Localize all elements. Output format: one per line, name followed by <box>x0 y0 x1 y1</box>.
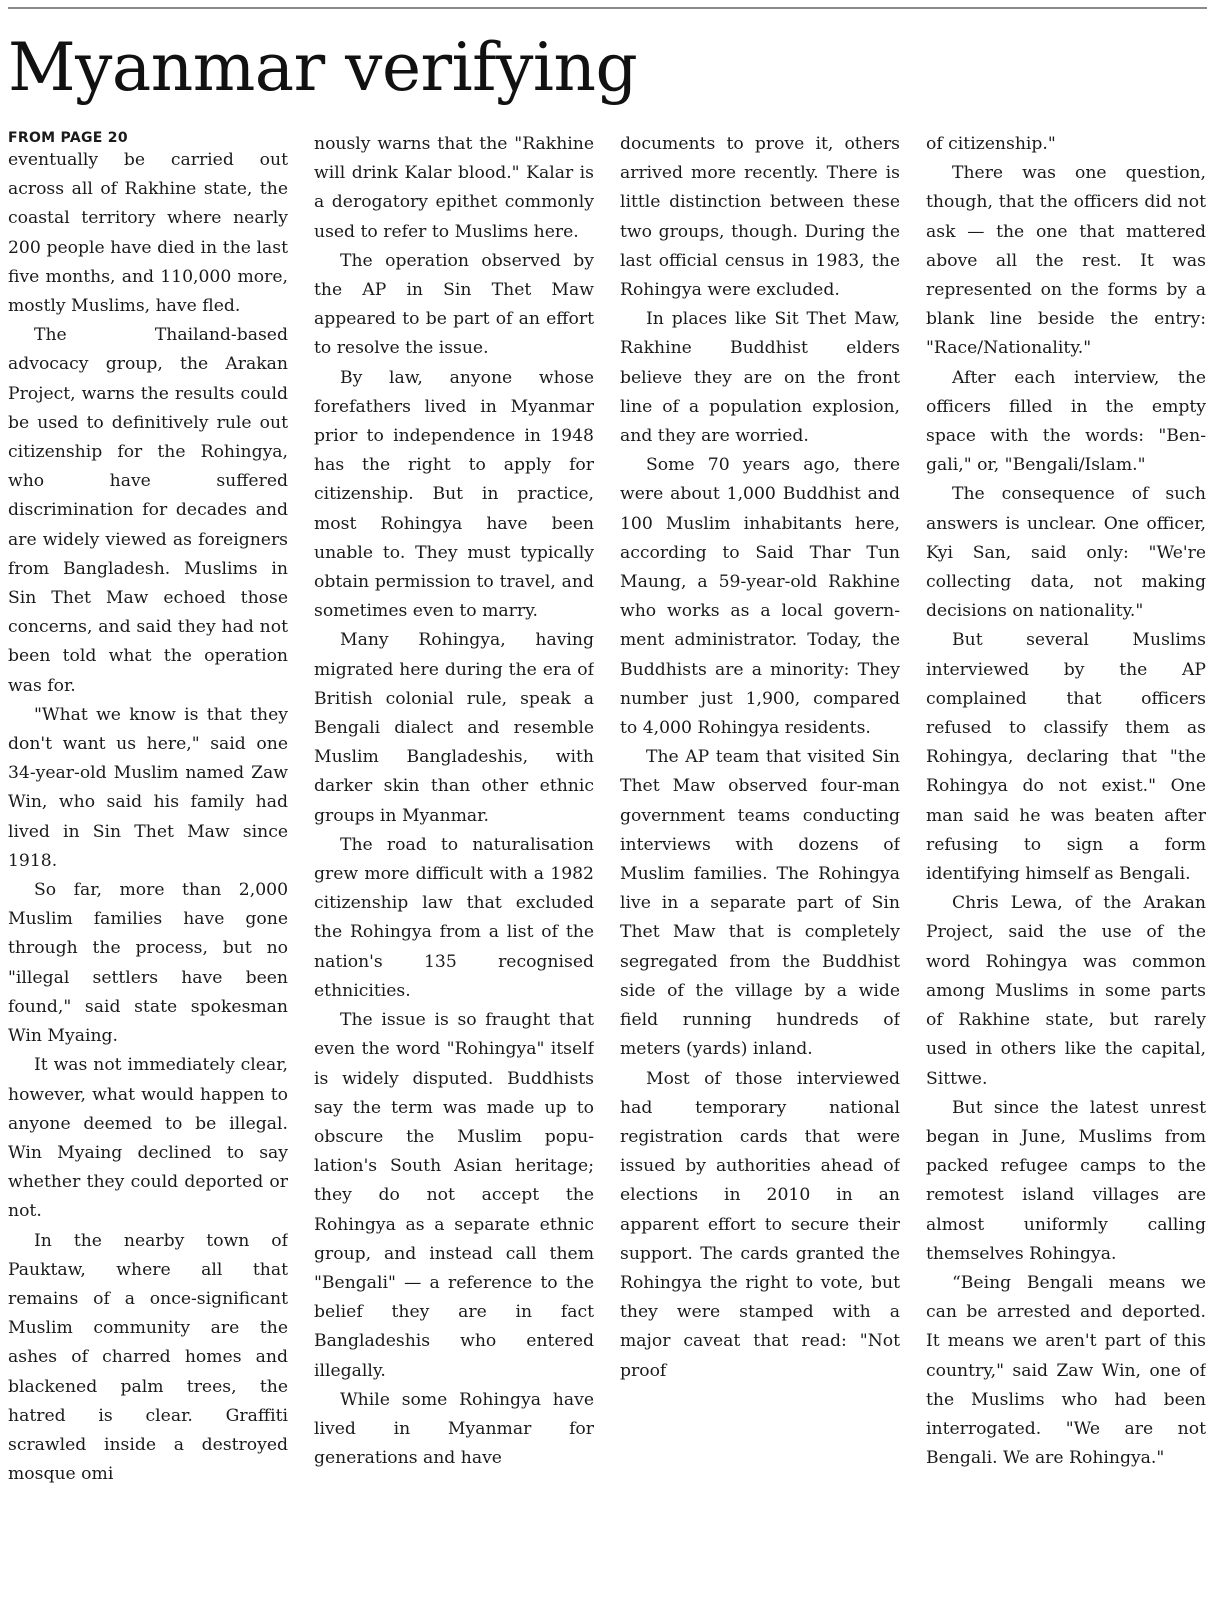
paragraph: The Thailand-based advocacy group, the Arakan Project, warns the results could be used to definitively rule out citizenship for the Rohingya, who have suffered discrimination for decades and are widely viewed as foreigners from Bangladesh. Muslims in Sin Thet Maw echoed those concerns, and said they had not been told what the operation was for. <box>8 325 288 696</box>
paragraph: While some Rohingya have lived in Myanmar for generations and have <box>314 1389 594 1469</box>
paragraph: The operation observed by the AP in Sin Thet Maw appeared to be part of an effort to resolve the issue. <box>314 250 594 359</box>
paragraph: So far, more than 2,000 Muslim families have gone through the process, but no "illegal settlers have been found," said state spokesman Win Myaing. <box>8 880 288 1047</box>
paragraph: But since the latest unrest began in June, Muslims from packed refugee camps to the remotest island villages are almost uniformly calling themselves Rohingya. <box>926 1097 1206 1264</box>
paragraph: But several Muslims interviewed by the AP complained that officers refused to classify them as Rohingya, declaring that "the Rohingya do not exist." One man said he was beaten after refusing to sign a form identifying himself as Bengali. <box>926 630 1206 885</box>
paragraph: The consequence of such answers is unclear. One officer, Kyi San, said only: "We're collecting data, not making decisions on nationality." <box>926 484 1206 622</box>
paragraph: Most of those interviewed had temporary national registration cards that were issued by authorities ahead of elections in 2010 in an apparent effort to secure their support. The cards granted the Rohingya the right to vote, but they were stamped with a major caveat that read: "Not proof <box>620 1068 900 1381</box>
paragraph: of citizenship." <box>926 134 1056 154</box>
paragraph: After each interview, the officers filled in the empty space with the words: "Bengali," or, "Bengali/Islam." <box>926 367 1206 476</box>
paragraph: The road to naturalisation grew more difficult with a 1982 citizenship law that excluded the Rohingya from a list of the nation's 135 recognised ethnicities. <box>314 834 594 1001</box>
paragraph: "What we know is that they don't want us here," said one 34-year-old Muslim named Zaw Win, who said his family had lived in Sin Thet Maw since 1918. <box>8 704 288 871</box>
headline: Myanmar verifying <box>8 29 638 106</box>
paragraph: Some 70 years ago, there were about 1,000 Buddhist and 100 Muslim inhabitants here, according to Said Thar Tun Maung, a 59-year-old Rakhine who works as a local government administrator. Today, the Buddhists are a minority: They number just 1,900, compared to 4,000 Rohingya residents. <box>620 455 900 739</box>
column-3 <box>620 130 900 1598</box>
paragraph: By law, anyone whose forefathers lived in Myanmar prior to independence in 1948 has the right to apply for citizenship. But in practice, most Rohingya have been unable to. They must typically obtain permission to travel, and sometimes even to marry. <box>314 367 594 622</box>
paragraph: In the nearby town of Pauktaw, where all that remains of a once-significant Muslim community are the ashes of charred homes and blackened palm trees, the hatred is clear. Graffiti scrawled inside a destroyed mosque omi <box>8 1230 288 1485</box>
paragraph: The issue is so fraught that even the word "Rohingya" itself is widely disputed. Buddhists say the term was made up to obscure the Muslim population's South Asian heritage; they do not accept the Rohingya as a separate ethnic group, and instead call them "Bengali" — a reference to the belief they are in fact Bangladeshis who entered illegally. <box>314 1010 594 1381</box>
paragraph: Chris Lewa, of the Arakan Project, said the use of the word Rohingya was common among Muslims in some parts of Rakhine state, but rarely used in others like the capital, Sittwe. <box>926 893 1206 1089</box>
top-rule <box>8 7 1207 9</box>
paragraph: “Being Bengali means we can be arrested and deported. It means we aren't part of this country," said Zaw Win, one of the Muslims who had been interrogated. "We are not Bengali. We are Rohingya." <box>926 1272 1206 1469</box>
column-2 <box>314 130 594 1598</box>
paragraph: It was not immediately clear, however, what would happen to anyone deemed to be illegal. Win Myaing declined to say whether they could deported or not. <box>8 1055 288 1222</box>
paragraph: There was one question, though, that the officers did not ask — the one that mattered above all the rest. It was represented on the forms by a blank line beside the entry: "Race/Nationality." <box>926 163 1206 359</box>
column-1 <box>8 130 288 1598</box>
column-4 <box>926 130 1206 1598</box>
paragraph: In places like Sit Thet Maw, Rakhine Buddhist elders believe they are on the front line of a population explosion, and they are worried. <box>620 309 900 447</box>
paragraph: documents to prove it, others arrived more recently. There is little distinction between these two groups, though. During the last official census in 1983, the Rohingya were excluded. <box>620 134 900 301</box>
page-reference-kicker: FROM PAGE 20 <box>8 130 128 146</box>
article-columns <box>8 130 1206 1598</box>
paragraph: eventually be carried out across all of Rakhine state, the coastal territory where nearly 200 people have died in the last five months, and 110,000 more, mostly Muslims, have fled. <box>8 150 288 317</box>
paragraph: nously warns that the "Rakhine will drink Kalar blood." Kalar is a derogatory epithet commonly used to refer to Muslims here. <box>314 134 594 242</box>
paragraph: Many Rohingya, having migrated here during the era of British colonial rule, speak a Bengali dialect and resemble Muslim Bangladeshis, with darker skin than other ethnic groups in Myanmar. <box>314 630 594 826</box>
paragraph: The AP team that visited Sin Thet Maw observed four-man government teams conducting interviews with dozens of Muslim families. The Rohingya live in a separate part of Sin Thet Maw that is completely segregated from the Buddhist side of the village by a wide field running hundreds of meters (yards) inland. <box>620 747 900 1060</box>
